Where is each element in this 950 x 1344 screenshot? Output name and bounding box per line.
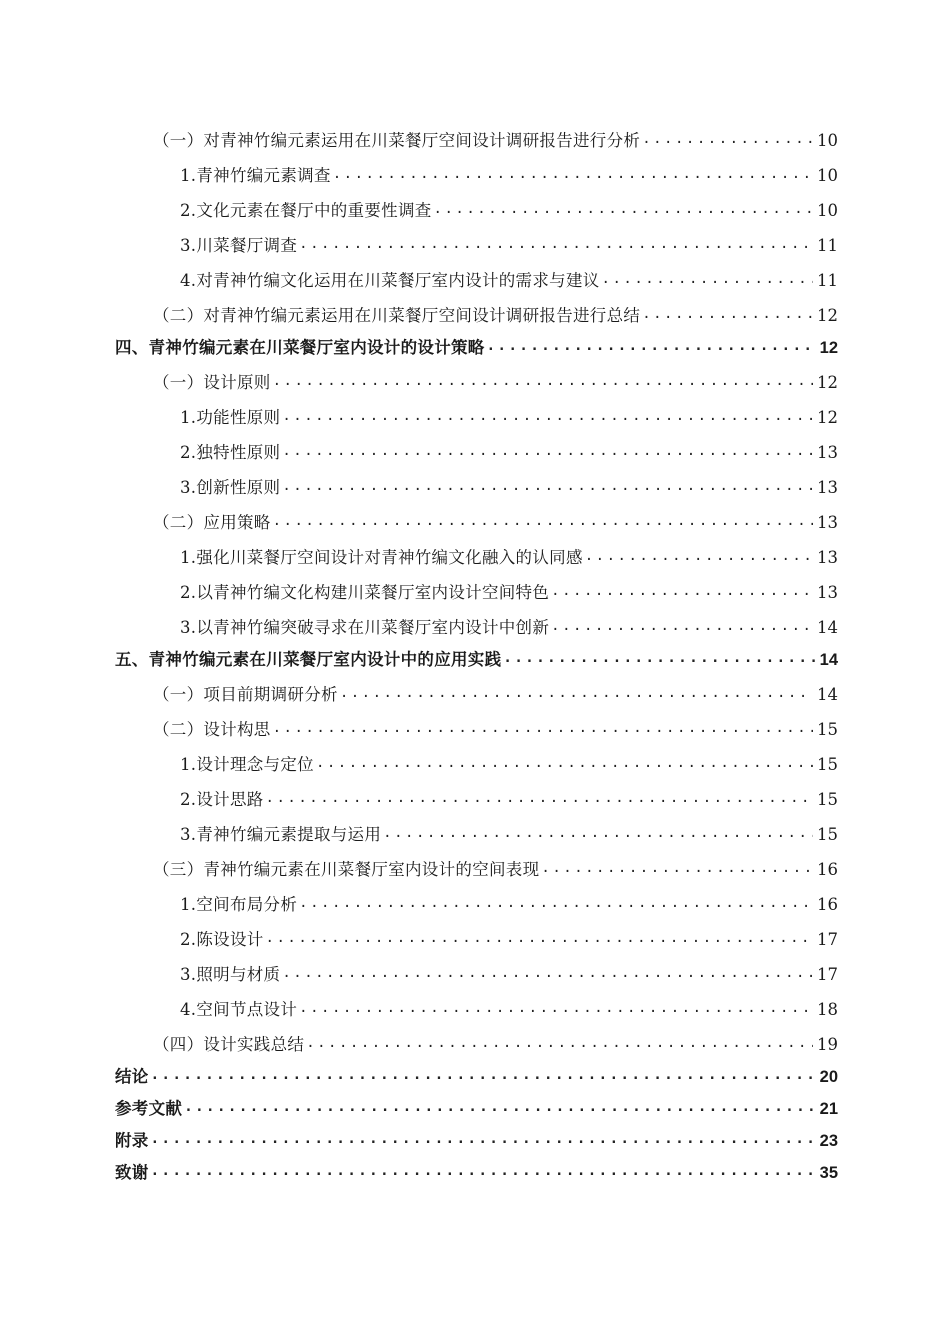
toc-dot-leader xyxy=(182,1096,815,1120)
toc-entry[interactable] xyxy=(115,776,838,811)
toc-entry[interactable] xyxy=(115,152,838,187)
toc-entry-label: 1.设计理念与定位 xyxy=(180,755,314,774)
toc-entry-label: 3.以青神竹编突破寻求在川菜餐厅室内设计中创新 xyxy=(180,618,550,637)
toc-entry-label: 四、青神竹编元素在川菜餐厅室内设计的设计策略 xyxy=(115,338,485,357)
toc-dot-leader xyxy=(297,892,813,916)
toc-entry[interactable] xyxy=(115,706,838,741)
toc-entry[interactable] xyxy=(115,464,838,499)
toc-entry-page-number: 19 xyxy=(817,1035,838,1054)
toc-entry[interactable] xyxy=(115,1152,838,1184)
toc-dot-leader xyxy=(640,303,813,327)
toc-dot-leader xyxy=(271,717,813,741)
toc-entry[interactable] xyxy=(115,1088,838,1120)
toc-entry[interactable] xyxy=(115,1021,838,1056)
toc-entry-label: 4.空间节点设计 xyxy=(180,1000,298,1019)
toc-entry-page-number: 14 xyxy=(817,618,838,637)
toc-entry-label: （二）设计构思 xyxy=(153,720,271,739)
toc-entry-label: 1.强化川菜餐厅空间设计对青神竹编文化融入的认同感 xyxy=(180,548,583,567)
toc-entry-label: 2.设计思路 xyxy=(180,790,264,809)
toc-dot-leader xyxy=(432,198,813,222)
toc-dot-leader xyxy=(271,510,813,534)
toc-entry[interactable] xyxy=(115,604,838,639)
toc-dot-leader xyxy=(338,682,813,706)
toc-dot-leader xyxy=(280,962,813,986)
toc-dot-leader xyxy=(381,822,813,846)
toc-dot-leader xyxy=(297,233,813,257)
toc-entry[interactable] xyxy=(115,951,838,986)
toc-entry-page-number: 13 xyxy=(817,548,838,567)
toc-entry[interactable] xyxy=(115,499,838,534)
toc-entry[interactable] xyxy=(115,671,838,706)
toc-entry[interactable] xyxy=(115,881,838,916)
toc-dot-leader xyxy=(314,752,813,776)
toc-entry-page-number: 23 xyxy=(819,1132,838,1150)
toc-entry-label: 3.创新性原则 xyxy=(180,478,281,497)
toc-entry-label: 3.川菜餐厅调查 xyxy=(180,236,298,255)
toc-entry-page-number: 11 xyxy=(817,236,838,255)
toc-entry-label: 2.文化元素在餐厅中的重要性调查 xyxy=(180,201,432,220)
toc-entry-page-number: 12 xyxy=(817,408,838,427)
toc-entry-page-number: 12 xyxy=(817,306,838,325)
toc-entry-page-number: 20 xyxy=(819,1068,838,1086)
toc-entry-label: （二）对青神竹编元素运用在川菜餐厅空间设计调研报告进行总结 xyxy=(153,306,641,325)
toc-dot-leader xyxy=(264,787,813,811)
toc-entry[interactable] xyxy=(115,811,838,846)
toc-entry-page-number: 14 xyxy=(819,651,838,669)
toc-dot-leader xyxy=(539,857,813,881)
toc-dot-leader xyxy=(583,545,813,569)
toc-entry[interactable] xyxy=(115,292,838,327)
toc-entry[interactable] xyxy=(115,222,838,257)
toc-entry-label: 2.独特性原则 xyxy=(180,443,281,462)
toc-entry-page-number: 17 xyxy=(817,965,838,984)
toc-entry-label: （四）设计实践总结 xyxy=(153,1035,305,1054)
toc-dot-leader xyxy=(501,647,815,671)
toc-dot-leader xyxy=(549,580,813,604)
toc-entry-label: 2.以青神竹编文化构建川菜餐厅室内设计空间特色 xyxy=(180,583,550,602)
toc-entry-page-number: 12 xyxy=(817,373,838,392)
toc-entry-page-number: 11 xyxy=(817,271,838,290)
toc-entry-label: 3.照明与材质 xyxy=(180,965,281,984)
toc-dot-leader xyxy=(280,405,813,429)
toc-entry[interactable] xyxy=(115,429,838,464)
toc-entry-page-number: 16 xyxy=(817,860,838,879)
toc-entry[interactable] xyxy=(115,741,838,776)
toc-entry-label: （三）青神竹编元素在川菜餐厅室内设计的空间表现 xyxy=(153,860,540,879)
toc-entry[interactable] xyxy=(115,257,838,292)
toc-dot-leader xyxy=(264,927,813,951)
toc-entry-label: 3.青神竹编元素提取与运用 xyxy=(180,825,382,844)
toc-dot-leader xyxy=(485,335,816,359)
toc-entry-page-number: 15 xyxy=(817,755,838,774)
toc-entry-page-number: 15 xyxy=(817,790,838,809)
toc-entry-page-number: 13 xyxy=(817,583,838,602)
toc-entry-page-number: 13 xyxy=(817,443,838,462)
toc-dot-leader xyxy=(640,128,813,152)
toc-entry-page-number: 14 xyxy=(817,685,838,704)
toc-dot-leader xyxy=(271,370,813,394)
toc-dot-leader xyxy=(549,615,813,639)
toc-entry[interactable] xyxy=(115,846,838,881)
toc-entry-page-number: 16 xyxy=(817,895,838,914)
toc-entry[interactable] xyxy=(115,534,838,569)
toc-dot-leader xyxy=(149,1160,816,1184)
toc-entry-label: （一）项目前期调研分析 xyxy=(153,685,338,704)
toc-entry-label: 参考文献 xyxy=(115,1099,183,1118)
toc-entry[interactable] xyxy=(115,986,838,1021)
toc-entry-label: 1.功能性原则 xyxy=(180,408,281,427)
toc-entry-label: 2.陈设设计 xyxy=(180,930,264,949)
toc-entry-page-number: 21 xyxy=(819,1100,838,1118)
toc-entry-page-number: 12 xyxy=(819,339,838,357)
toc-entry[interactable] xyxy=(115,327,838,359)
toc-entry-label: （一）对青神竹编元素运用在川菜餐厅空间设计调研报告进行分析 xyxy=(153,131,641,150)
toc-entry[interactable] xyxy=(115,117,838,152)
toc-dot-leader xyxy=(304,1032,813,1056)
toc-entry-label: 4.对青神竹编文化运用在川菜餐厅室内设计的需求与建议 xyxy=(180,271,600,290)
toc-entry-page-number: 35 xyxy=(819,1164,838,1182)
toc-entry[interactable] xyxy=(115,187,838,222)
toc-dot-leader xyxy=(149,1128,816,1152)
toc-entry[interactable] xyxy=(115,394,838,429)
toc-entry-page-number: 13 xyxy=(817,513,838,532)
toc-dot-leader xyxy=(600,268,813,292)
toc-entry-label: 结论 xyxy=(115,1067,149,1086)
toc-entry-label: 致谢 xyxy=(115,1163,149,1182)
toc-dot-leader xyxy=(297,997,813,1021)
toc-dot-leader xyxy=(280,475,813,499)
toc-entry-page-number: 17 xyxy=(817,930,838,949)
toc-entry-page-number: 13 xyxy=(817,478,838,497)
toc-entry-page-number: 10 xyxy=(817,201,838,220)
toc-entry-label: （一）设计原则 xyxy=(153,373,271,392)
toc-entry-label: （二）应用策略 xyxy=(153,513,271,532)
toc-dot-leader xyxy=(280,440,813,464)
toc-dot-leader xyxy=(149,1064,816,1088)
toc-entry-page-number: 10 xyxy=(817,131,838,150)
toc-entry-label: 附录 xyxy=(115,1131,149,1150)
toc-entry[interactable] xyxy=(115,359,838,394)
toc-entry-page-number: 15 xyxy=(817,825,838,844)
toc-entry-label: 1.空间布局分析 xyxy=(180,895,298,914)
toc-entry[interactable] xyxy=(115,569,838,604)
toc-entry[interactable] xyxy=(115,639,838,671)
toc-entry-label: 1.青神竹编元素调查 xyxy=(180,166,331,185)
toc-entry-page-number: 10 xyxy=(817,166,838,185)
toc-entry-page-number: 15 xyxy=(817,720,838,739)
toc-entry-page-number: 18 xyxy=(817,1000,838,1019)
toc-entry-label: 五、青神竹编元素在川菜餐厅室内设计中的应用实践 xyxy=(115,650,502,669)
toc-entry[interactable] xyxy=(115,1056,838,1088)
toc-entry[interactable] xyxy=(115,916,838,951)
toc-dot-leader xyxy=(331,163,813,187)
toc-entry[interactable] xyxy=(115,1120,838,1152)
table-of-contents xyxy=(115,117,838,1184)
